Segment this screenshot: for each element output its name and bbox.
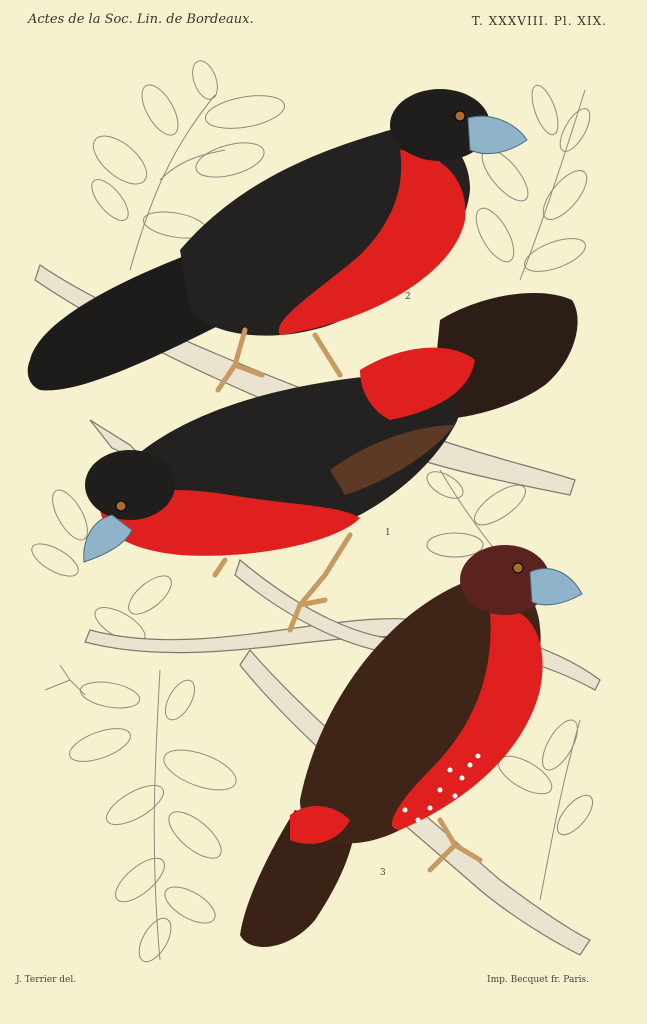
bird-2-eye [455, 111, 465, 121]
bird-1-eye [116, 501, 126, 511]
figure-number-1: 1 [385, 528, 391, 538]
journal-title: Actes de la Soc. Lin. de Bordeaux. [28, 12, 254, 27]
figure-number-3: 3 [380, 868, 386, 878]
plate-number: T. XXXVIII. Pl. XIX. [471, 14, 607, 28]
figure-number-2: 2 [405, 292, 411, 302]
bird-2-beak [468, 116, 527, 153]
bird-3-eye [513, 563, 523, 573]
artist-credit: J. Terrier del. [16, 975, 77, 985]
bird-1-head [85, 450, 175, 520]
printer-credit: Imp. Becquet fr. Paris. [487, 975, 589, 985]
bird-3-beak [530, 569, 582, 605]
